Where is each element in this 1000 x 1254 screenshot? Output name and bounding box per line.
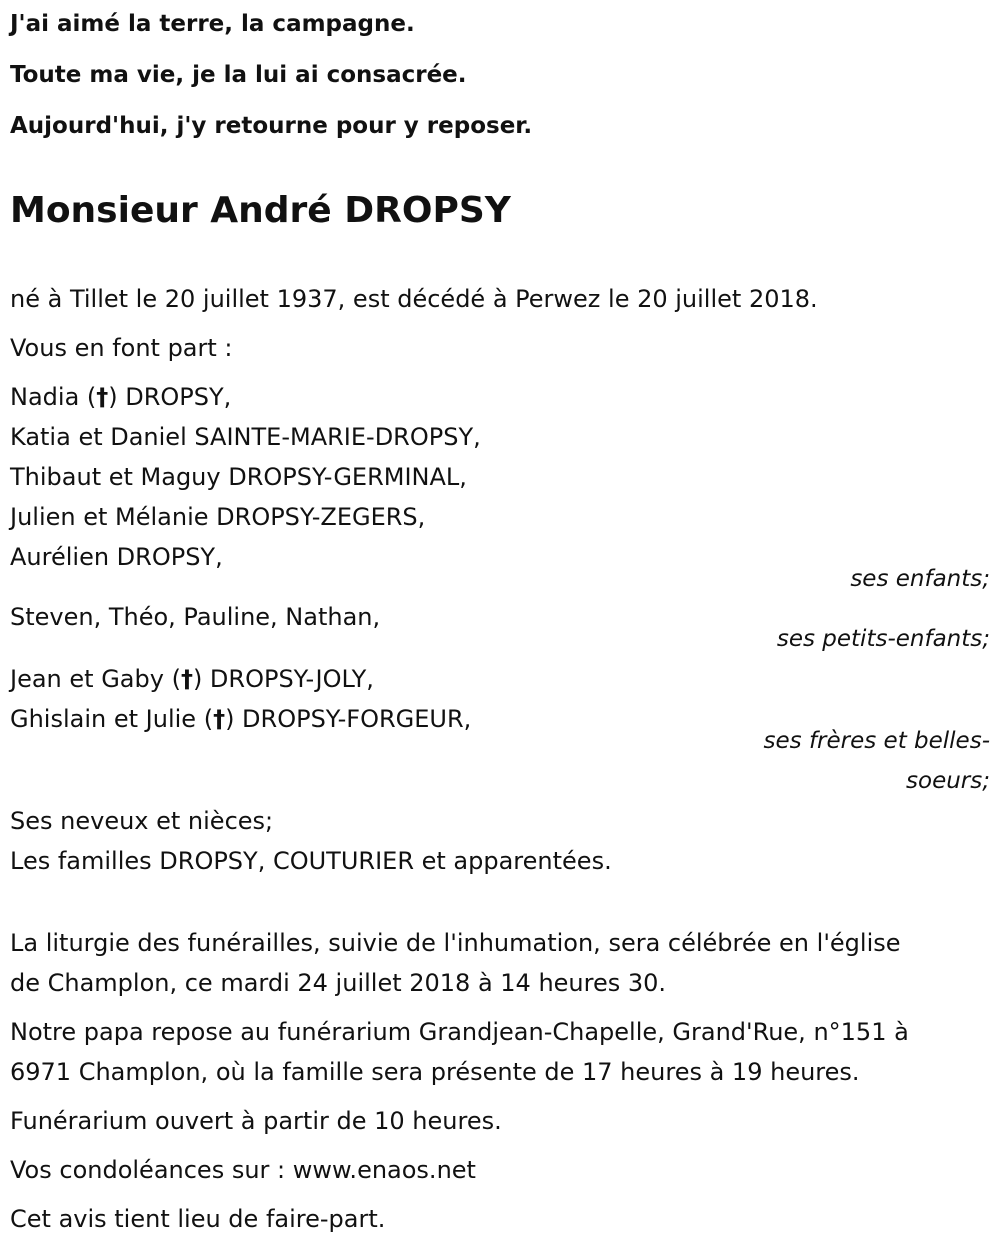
- ceremony-line-2: de Champlon, ce mardi 24 juillet 2018 à 14 heures 30.: [10, 969, 667, 997]
- poem: [10, 0, 990, 139]
- funeral-home-info: [10, 1003, 990, 1092]
- siblings-relation-line-1: ses frères et belles-: [763, 728, 990, 754]
- deceased-name: Monsieur André DROPSY: [10, 190, 511, 231]
- child-line: Julien et Mélanie DROPSY-ZEGERS,: [10, 503, 426, 531]
- opening-hours: Funérarium ouvert à partir de 10 heures.: [10, 1107, 502, 1135]
- child-line: Aurélien DROPSY,: [10, 543, 223, 571]
- child-name-before: Nadia (: [10, 383, 97, 411]
- ceremony-line-1: La liturgie des funérailles, suivie de l'inhumation, sera célébrée en l'église: [10, 929, 901, 957]
- grandchildren-relation: ses petits-enfants;: [776, 626, 990, 652]
- sibling-name-after: ) DROPSY-FORGEUR,: [225, 705, 472, 733]
- cross-icon: †: [96, 383, 109, 411]
- birth-death-line: né à Tillet le 20 juillet 1937, est décédé à Perwez le 20 juillet 2018.: [10, 285, 818, 313]
- grandchildren-line: Steven, Théo, Pauline, Nathan,: [10, 603, 381, 631]
- siblings-relation-line-2: soeurs;: [906, 768, 990, 794]
- children-list: [10, 368, 990, 577]
- condolences-line: Vos condoléances sur : www.enaos.net: [10, 1156, 476, 1184]
- funeral-home-line-2: 6971 Champlon, où la famille sera présente de 17 heures à 19 heures.: [10, 1058, 860, 1086]
- sibling-name-before: Ghislain et Julie (: [10, 705, 214, 733]
- families-line: Les familles DROPSY, COUTURIER et apparentées.: [10, 847, 612, 875]
- nephews-nieces-line: Ses neveux et nièces;: [10, 807, 274, 835]
- funeral-home-line-1: Notre papa repose au funérarium Grandjean-Chapelle, Grand'Rue, n°151 à: [10, 1018, 909, 1046]
- sibling-name-after: ) DROPSY-JOLY,: [192, 665, 374, 693]
- child-line: Katia et Daniel SAINTE-MARIE-DROPSY,: [10, 423, 481, 451]
- child-line: Thibaut et Maguy DROPSY-GERMINAL,: [10, 463, 467, 491]
- child-name-after: ) DROPSY,: [108, 383, 232, 411]
- cross-icon: †: [180, 665, 193, 693]
- cross-icon: †: [213, 705, 226, 733]
- obituary-notice: [10, 0, 990, 1239]
- closing-line: Cet avis tient lieu de faire-part.: [10, 1205, 386, 1233]
- children-relation: ses enfants;: [850, 566, 990, 592]
- poem-line-3: Aujourd'hui, j'y retourne pour y reposer.: [10, 113, 533, 139]
- sibling-line: [10, 659, 990, 699]
- ceremony-info: [10, 881, 990, 1003]
- announce-intro: Vous en font part :: [10, 334, 233, 362]
- sibling-name-before: Jean et Gaby (: [10, 665, 181, 693]
- poem-line-1: J'ai aimé la terre, la campagne.: [10, 11, 415, 37]
- extended-family: [10, 801, 990, 881]
- poem-line-2: Toute ma vie, je la lui ai consacrée.: [10, 62, 467, 88]
- child-line: [10, 377, 990, 417]
